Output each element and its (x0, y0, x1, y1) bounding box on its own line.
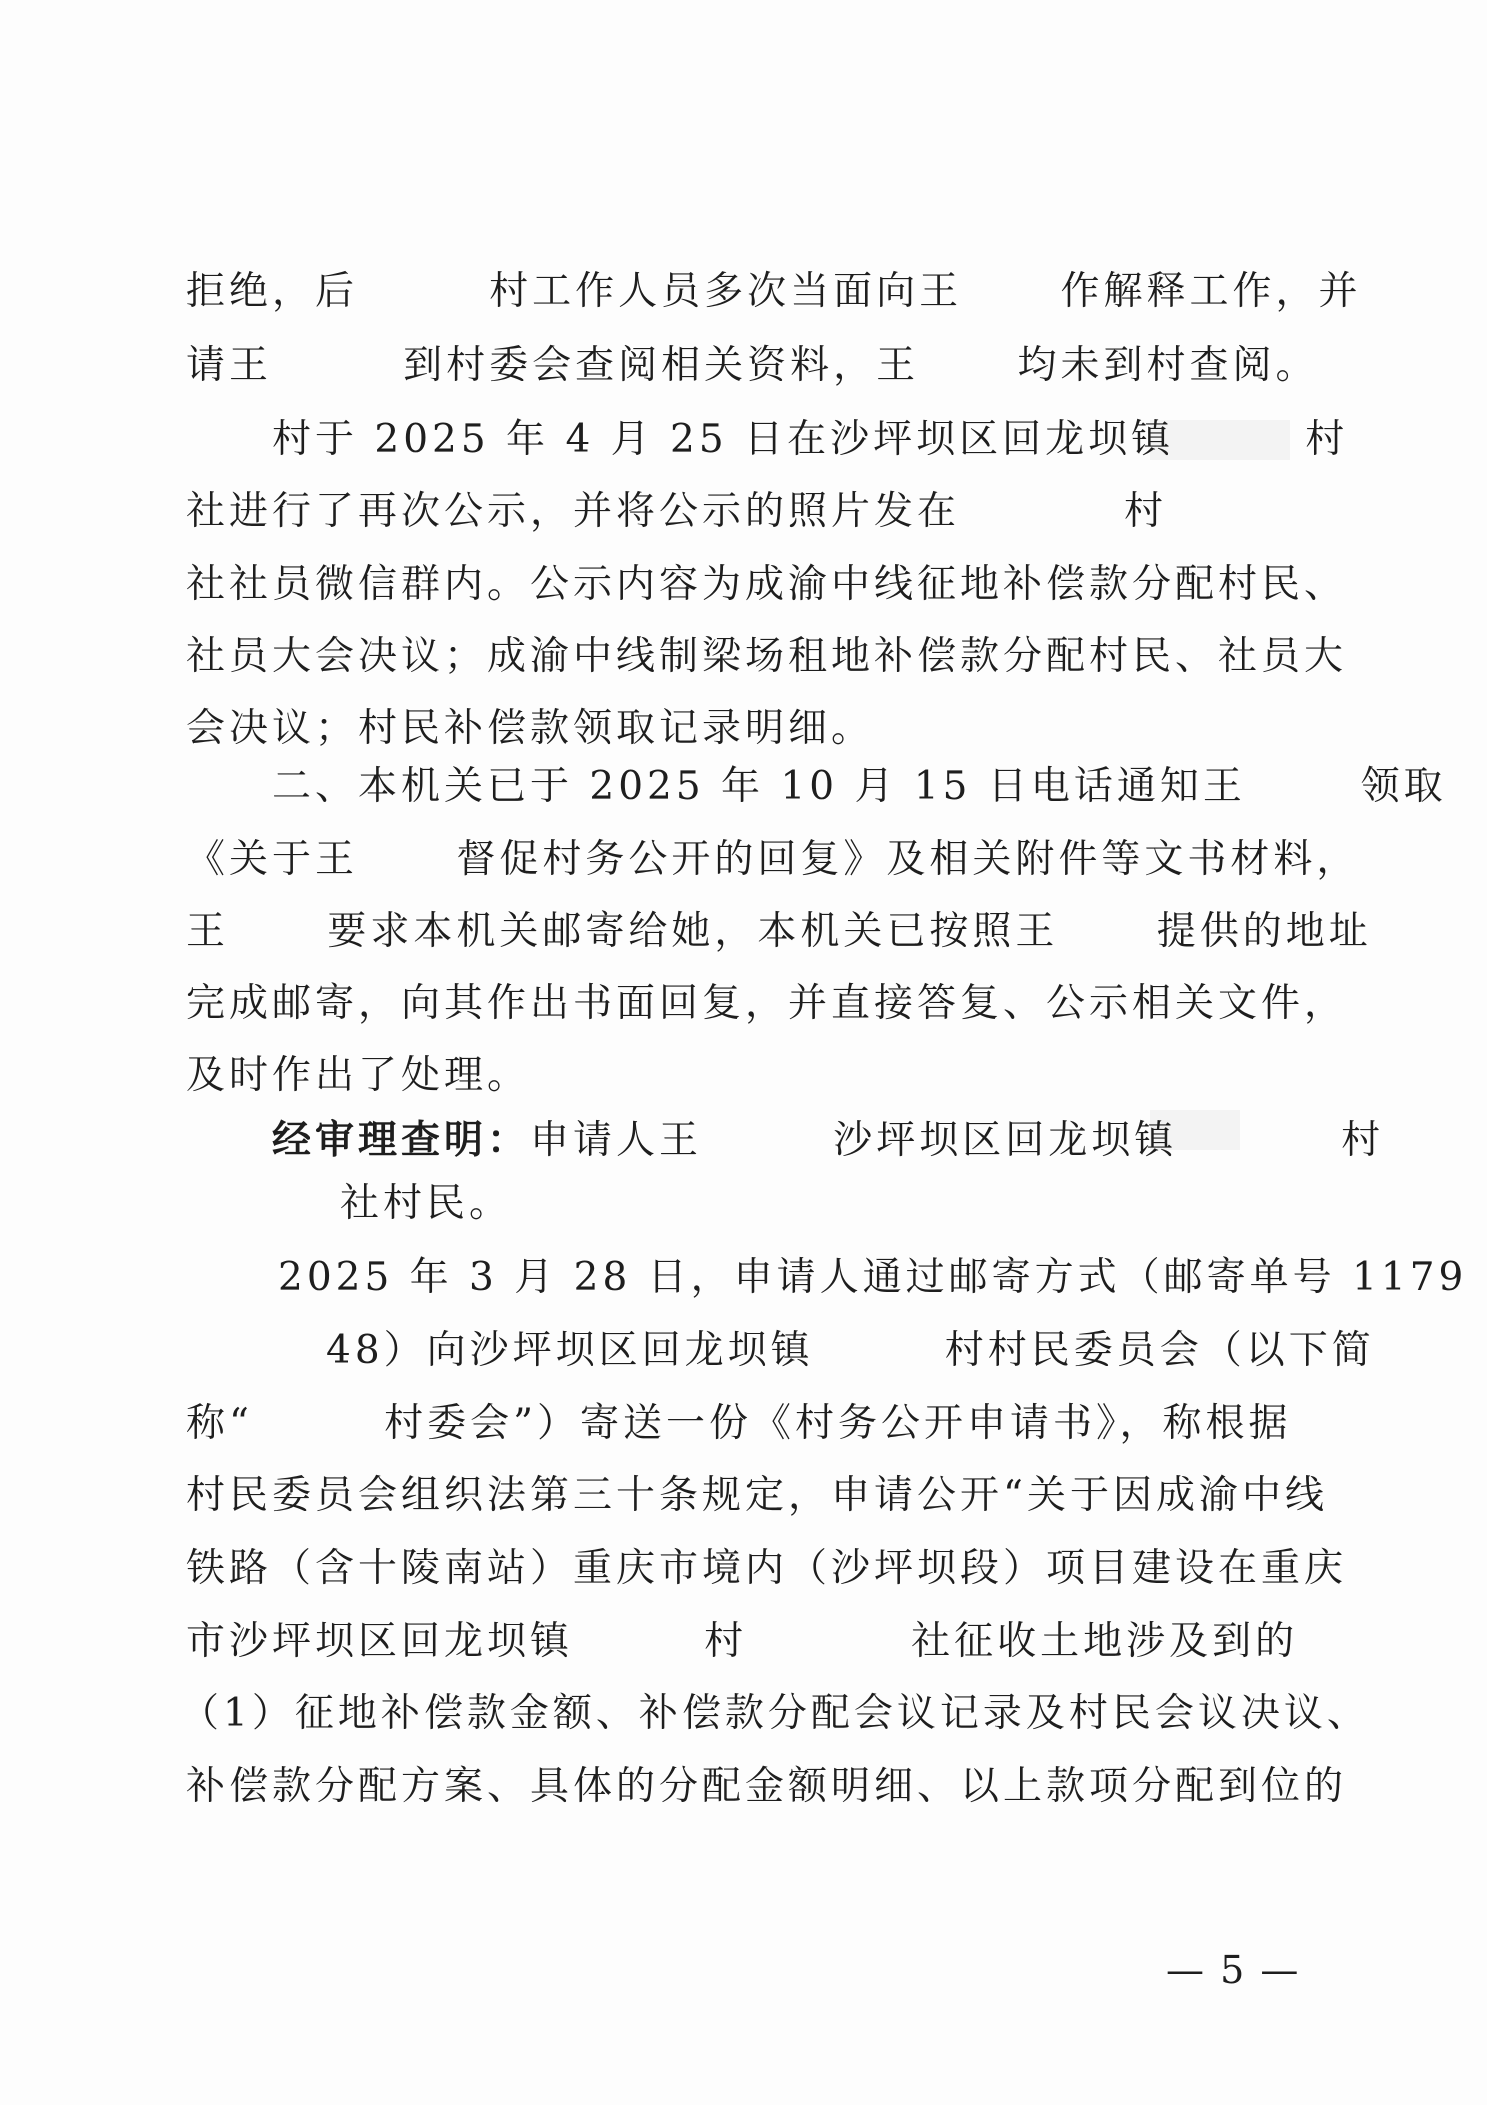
text-line: 及时作出了处理。 (186, 1053, 531, 1098)
text-line: 会决议；村民补偿款领取记录明细。 (186, 706, 875, 751)
text-line: 铁路（含十陵南站）重庆市境内（沙坪坝段）项目建设在重庆 (186, 1546, 1348, 1591)
finding-heading: 经审理查明： (272, 1117, 531, 1163)
text-line: 完成邮寄，向其作出书面回复，并直接答复、公示相关文件， (186, 981, 1348, 1026)
text-line: 申请人王 沙坪坝区回龙坝镇 村 (530, 1118, 1385, 1163)
text-line: 社社员微信群内。公示内容为成渝中线征地补偿款分配村民、 (186, 562, 1348, 607)
text-line: 社进行了再次公示，并将公示的照片发在 村 (186, 489, 1167, 534)
text-line: 村民委员会组织法第三十条规定，申请公开“关于因成渝中线 (186, 1473, 1328, 1518)
text-line: 48）向沙坪坝区回龙坝镇 村村民委员会（以下简 (326, 1328, 1375, 1373)
text-line: 社村民。 (340, 1181, 513, 1226)
text-line: 2025 年 3 月 28 日，申请人通过邮寄方式（邮寄单号 1179 (278, 1255, 1468, 1300)
text-line: 社员大会决议；成渝中线制梁场租地补偿款分配村民、社员大 (186, 634, 1348, 679)
text-line: 拒绝，后 村工作人员多次当面向王 作解释工作，并 (186, 269, 1362, 314)
text-line: 请王 到村委会查阅相关资料，王 均未到村查阅。 (186, 343, 1319, 388)
text-line: 王 要求本机关邮寄给她，本机关已按照王 提供的地址 (186, 909, 1372, 954)
text-line: 村于 2025 年 4 月 25 日在沙坪坝区回龙坝镇 村 (272, 417, 1349, 462)
text-line: 补偿款分配方案、具体的分配金额明细、以上款项分配到位的 (186, 1764, 1348, 1809)
text-line: （1）征地补偿款金额、补偿款分配会议记录及村民会议决议、 (180, 1691, 1370, 1736)
text-line: 市沙坪坝区回龙坝镇 村 社征收土地涉及到的 (186, 1619, 1299, 1664)
page-number: — 5 — (1166, 1948, 1301, 1992)
text-line: 二、本机关已于 2025 年 10 月 15 日电话通知王 领取 (272, 764, 1447, 809)
text-line: 称“ 村委会”）寄送一份《村务公开申请书》，称根据 (186, 1401, 1292, 1446)
text-line: 《关于王 督促村务公开的回复》及相关附件等文书材料， (186, 837, 1360, 882)
finding-line (272, 1116, 1384, 1165)
